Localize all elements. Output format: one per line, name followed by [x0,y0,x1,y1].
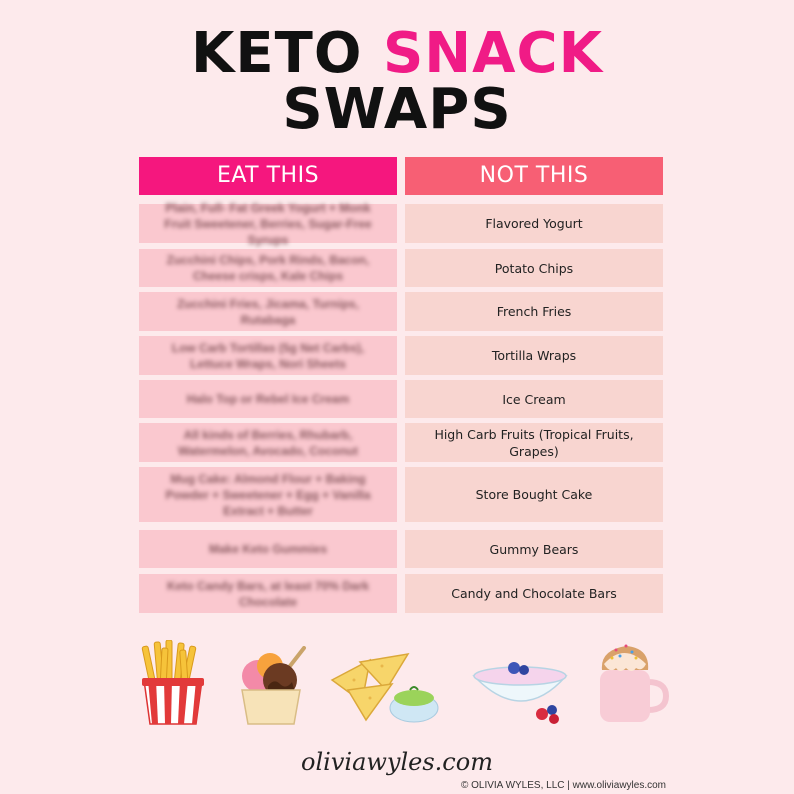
yogurt-icon [470,656,574,726]
title-word-keto: KETO [191,21,363,86]
eat-cell: Keto Candy Bars, at least 70% Dark Chocolate [139,574,397,613]
eat-cell: Zucchini Fries, Jicama, Turnips, Rutabaga [139,292,397,331]
eat-this-header: EAT THIS [139,157,397,195]
page-title [0,21,794,86]
not-cell: Tortilla Wraps [405,336,663,375]
eat-cell: Zucchini Chips, Pork Rinds, Bacon, Cheese crisps, Kale Chips [139,249,397,287]
eat-cell: All kinds of Berries, Rhubarb, Watermelon, Avocado, Coconut [139,423,397,462]
footer-website: oliviawyles.com [301,748,493,776]
fries-icon [138,640,208,726]
eat-cell: Low Carb Tortillas (5g Net Carbs), Lettuce Wraps, Nori Sheets [139,336,397,375]
not-cell: Ice Cream [405,380,663,418]
eat-cell: Plain, Full- Fat Greek Yogurt + Monk Fruit Sweetener, Berries, Sugar-Free Syrups [139,204,397,243]
eat-cell: Halo Top or Rebel Ice Cream [139,380,397,418]
footer-copyright: © OLIVIA WYLES, LLC | www.oliviawyles.com [460,780,666,791]
ice-cream-icon [238,646,308,726]
not-cell: Potato Chips [405,249,663,287]
page-title-line2: SWAPS [282,77,512,142]
not-cell: Gummy Bears [405,530,663,568]
title-word-snack: SNACK [382,21,603,86]
eat-cell: Make Keto Gummies [139,530,397,568]
not-cell: High Carb Fruits (Tropical Fruits, Grapes) [405,423,663,462]
not-cell: Store Bought Cake [405,467,663,522]
not-cell: Flavored Yogurt [405,204,663,243]
not-this-header: NOT THIS [405,157,663,195]
mug-cake-icon [596,636,670,724]
nachos-icon [330,650,440,726]
eat-cell: Mug Cake: Almond Flour + Baking Powder + Sweetener + Egg + Vanilla Extract + Butter [139,467,397,522]
not-cell: Candy and Chocolate Bars [405,574,663,613]
not-cell: French Fries [405,292,663,331]
